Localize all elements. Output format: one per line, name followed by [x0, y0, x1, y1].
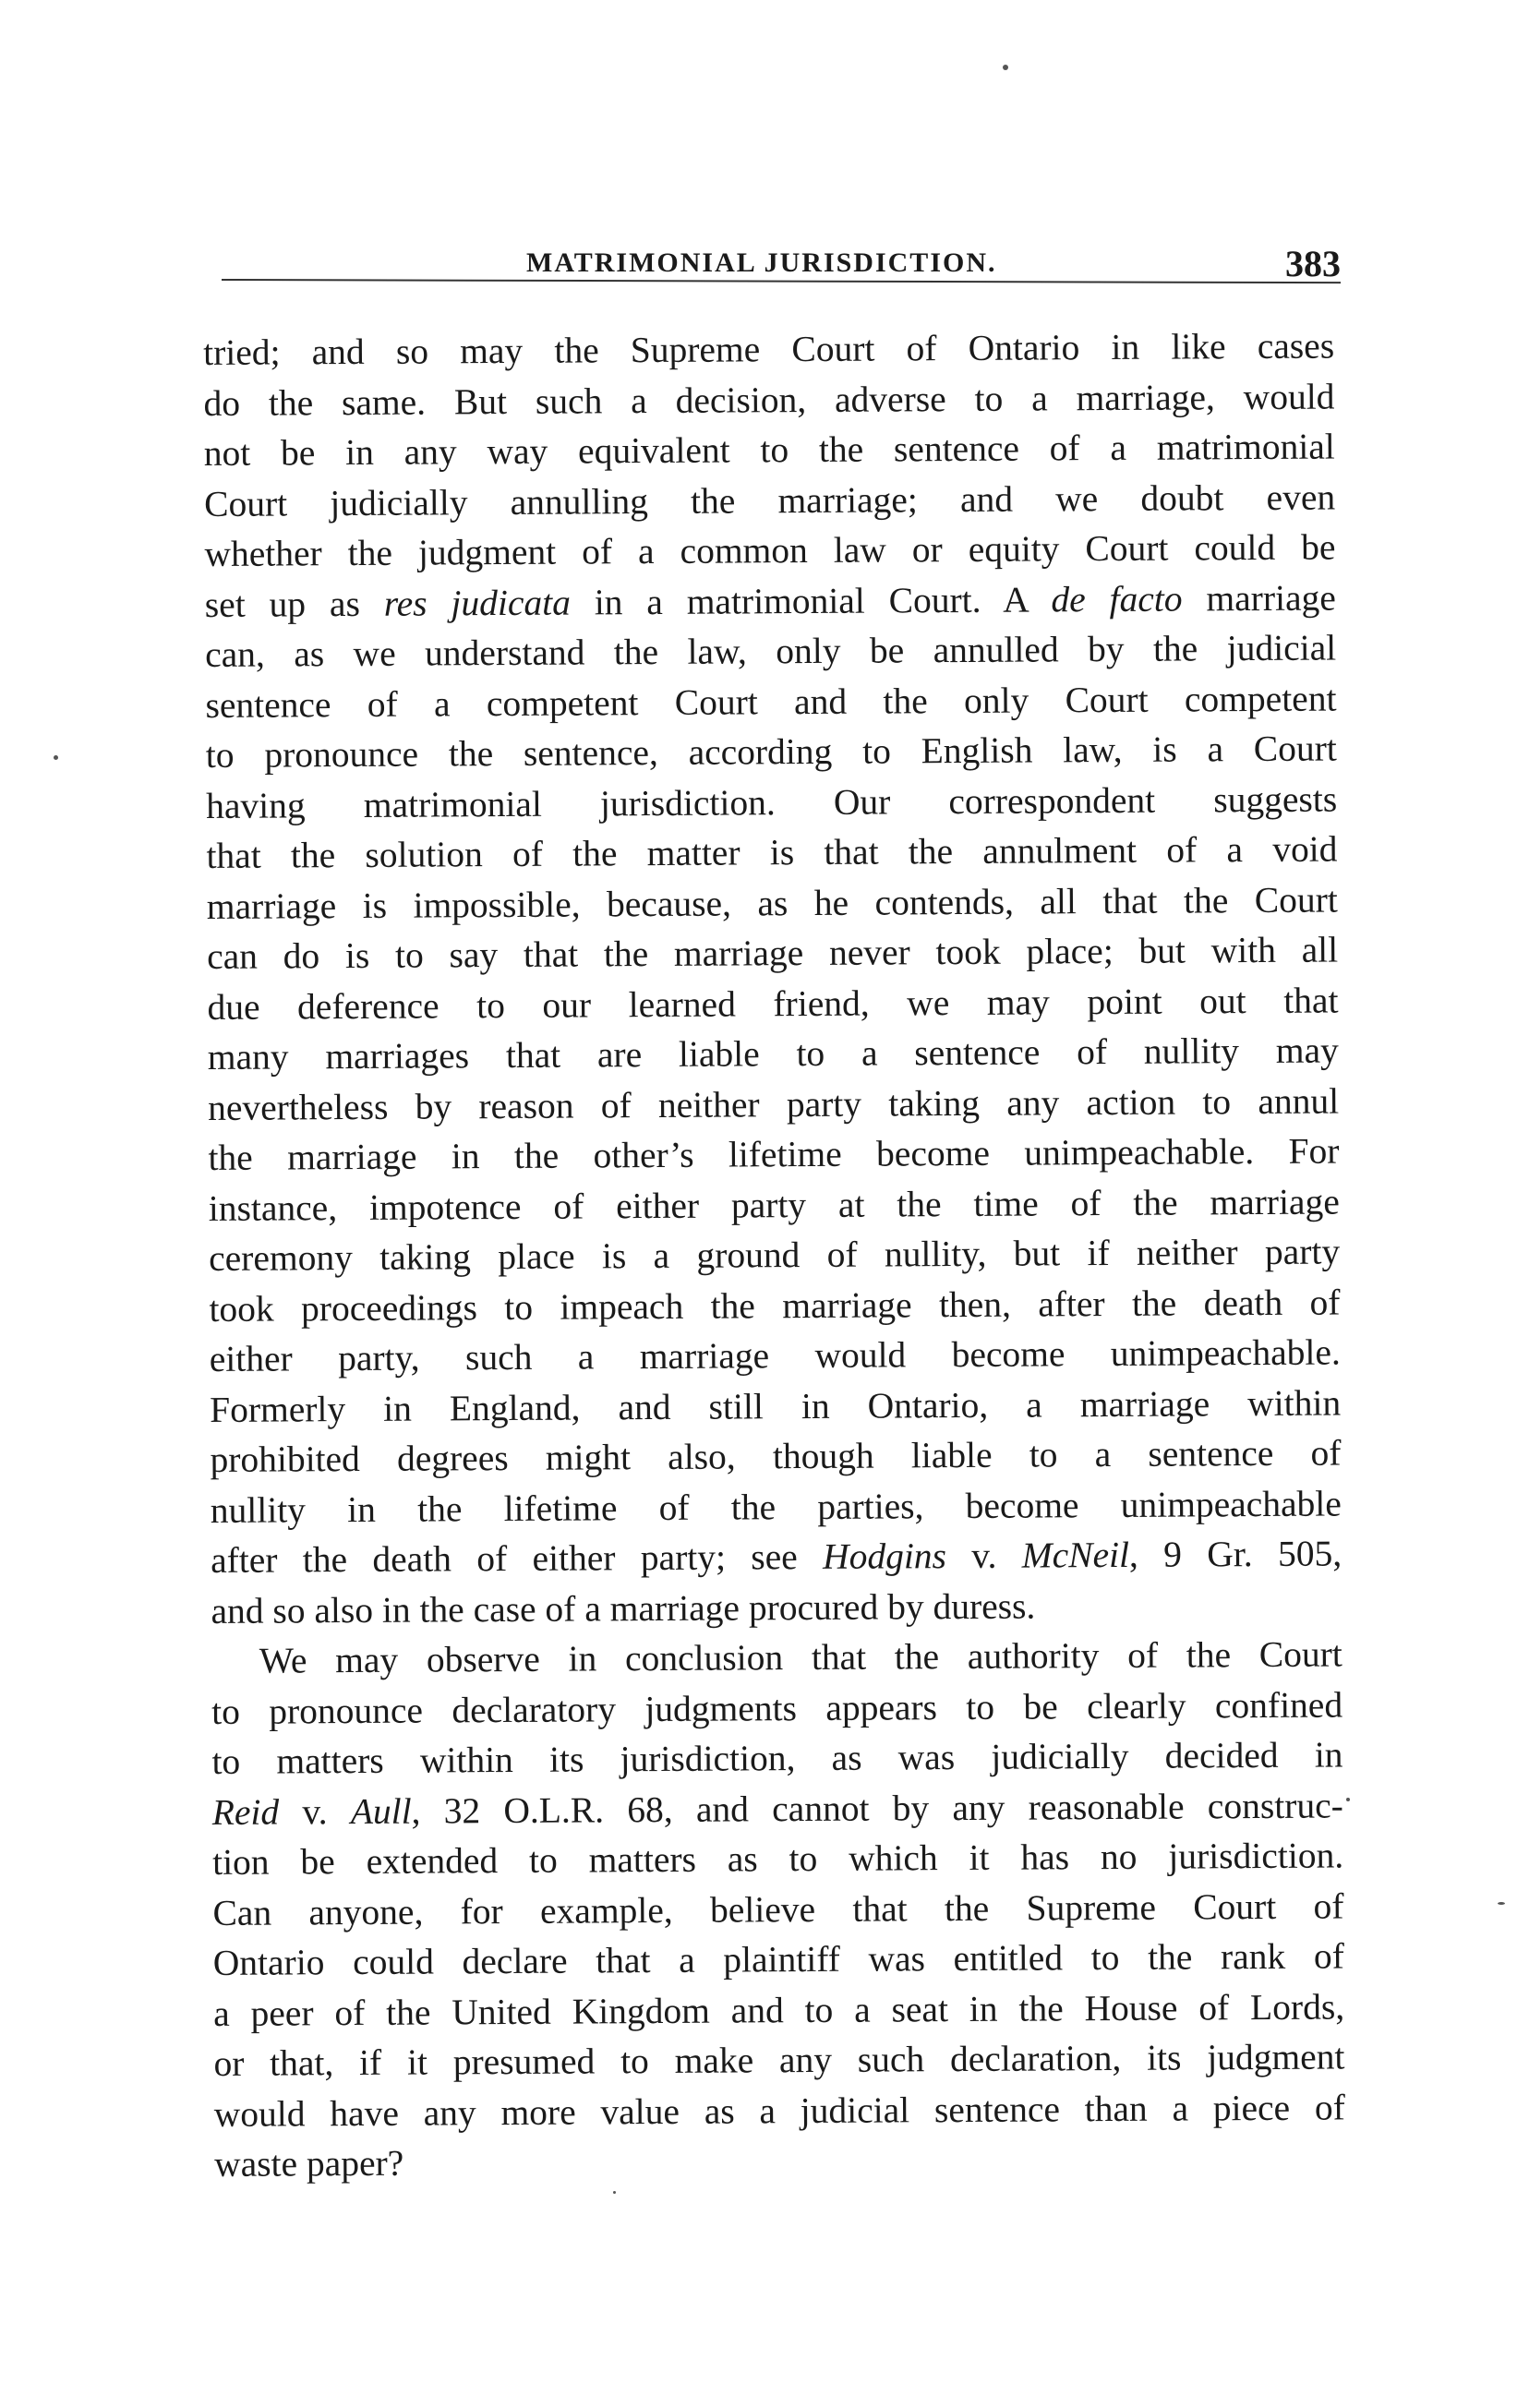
scan-speck — [54, 755, 58, 760]
text-line: can, as we understand the law, only be annulled by the judicial — [205, 627, 1337, 675]
running-title: MATRIMONIAL JURISDICTION. — [526, 247, 997, 278]
text-line: that the solution of the matter is that the annulment of a void — [206, 828, 1338, 876]
page-number: 383 — [1285, 243, 1341, 284]
running-head — [222, 242, 1341, 297]
text-line: to matters within its jurisdiction, as was judicially decided in — [211, 1734, 1343, 1782]
text-line: and so also in the case of a marriage procured by duress. — [211, 1585, 1036, 1631]
text-line: would have any more value as a judicial sentence than a piece of — [213, 2086, 1345, 2135]
text-line: Court judicially annulling the marriage; and we doubt even — [204, 476, 1336, 524]
text-line: due deference to our learned friend, we may point out that — [207, 980, 1339, 1028]
body-text — [203, 321, 1345, 2190]
text-line: to pronounce declaratory judgments appears to be clearly confined — [211, 1683, 1343, 1732]
text-line: having matrimonial jurisdiction. Our correspondent suggests — [206, 778, 1338, 826]
text-line: to pronounce the sentence, according to English law, is a Court — [205, 728, 1337, 776]
text-line: either party, such a marriage would become unimpeachable. — [209, 1331, 1341, 1379]
text-line: many marriages that are liable to a sentence of nullity may — [207, 1029, 1339, 1078]
text-line: whether the judgment of a common law or equity Court could be — [204, 526, 1336, 574]
scan-speck — [1498, 1902, 1505, 1905]
text-line: a peer of the United Kingdom and to a seat in the House of Lords, — [213, 1985, 1345, 2034]
text-line: do the same. But such a decision, adverse to a marriage, would — [203, 376, 1335, 424]
text-line: Formerly in England, and still in Ontario, a marriage within — [210, 1381, 1342, 1430]
text-line: tried; and so may the Supreme Court of Ontario in like cases — [203, 325, 1335, 373]
scan-speck — [1346, 1798, 1350, 1801]
text-line: or that, if it presumed to make any such declaration, its judgment — [213, 2036, 1345, 2084]
text-line: Can anyone, for example, believe that the Supreme Court of — [212, 1884, 1344, 1933]
text-line: nullity in the lifetime of the parties, become unimpeachable — [210, 1482, 1342, 1531]
scan-speck — [1003, 65, 1008, 70]
text-line: instance, impotence of either party at the time of the marriage — [208, 1180, 1340, 1229]
paragraph-1 — [203, 321, 1342, 1636]
text-line: marriage is impossible, because, as he contends, all that the Court — [206, 879, 1338, 927]
text-line: after the death of either party; see Hodgins v. McNeil, 9 Gr. 505, — [211, 1533, 1342, 1581]
text-line: waste paper? — [214, 2142, 404, 2185]
text-line: prohibited degrees might also, though liable to a sentence of — [210, 1432, 1342, 1480]
text-line: set up as res judicata in a matrimonial Court. A de facto marriage — [204, 577, 1336, 625]
text-line: sentence of a competent Court and the only Court competent — [205, 678, 1337, 726]
text-line: the marriage in the other’s lifetime become unimpeachable. For — [208, 1130, 1340, 1178]
scan-speck — [613, 2191, 616, 2194]
text-line: not be in any way equivalent to the sentence of a matrimonial — [203, 426, 1335, 474]
text-line: nevertheless by reason of neither party taking any action to annul — [208, 1080, 1340, 1128]
text-line: can do is to say that the marriage never took place; but with all — [207, 929, 1339, 977]
text-line: Reid v. Aull, 32 O.L.R. 68, and cannot by any reasonable construc- — [211, 1784, 1343, 1833]
text-line: ceremony taking place is a ground of nullity, but if neither party — [209, 1231, 1341, 1279]
text-line: tion be extended to matters as to which it has no jurisdiction. — [212, 1835, 1344, 1883]
text-line: took proceedings to impeach the marriage then, after the death of — [209, 1281, 1341, 1330]
paragraph-2 — [211, 1629, 1346, 2189]
text-line: We may observe in conclusion that the authority of the Court — [259, 1633, 1342, 1681]
text-line: Ontario could declare that a plaintiff was entitled to the rank of — [212, 1935, 1344, 1983]
